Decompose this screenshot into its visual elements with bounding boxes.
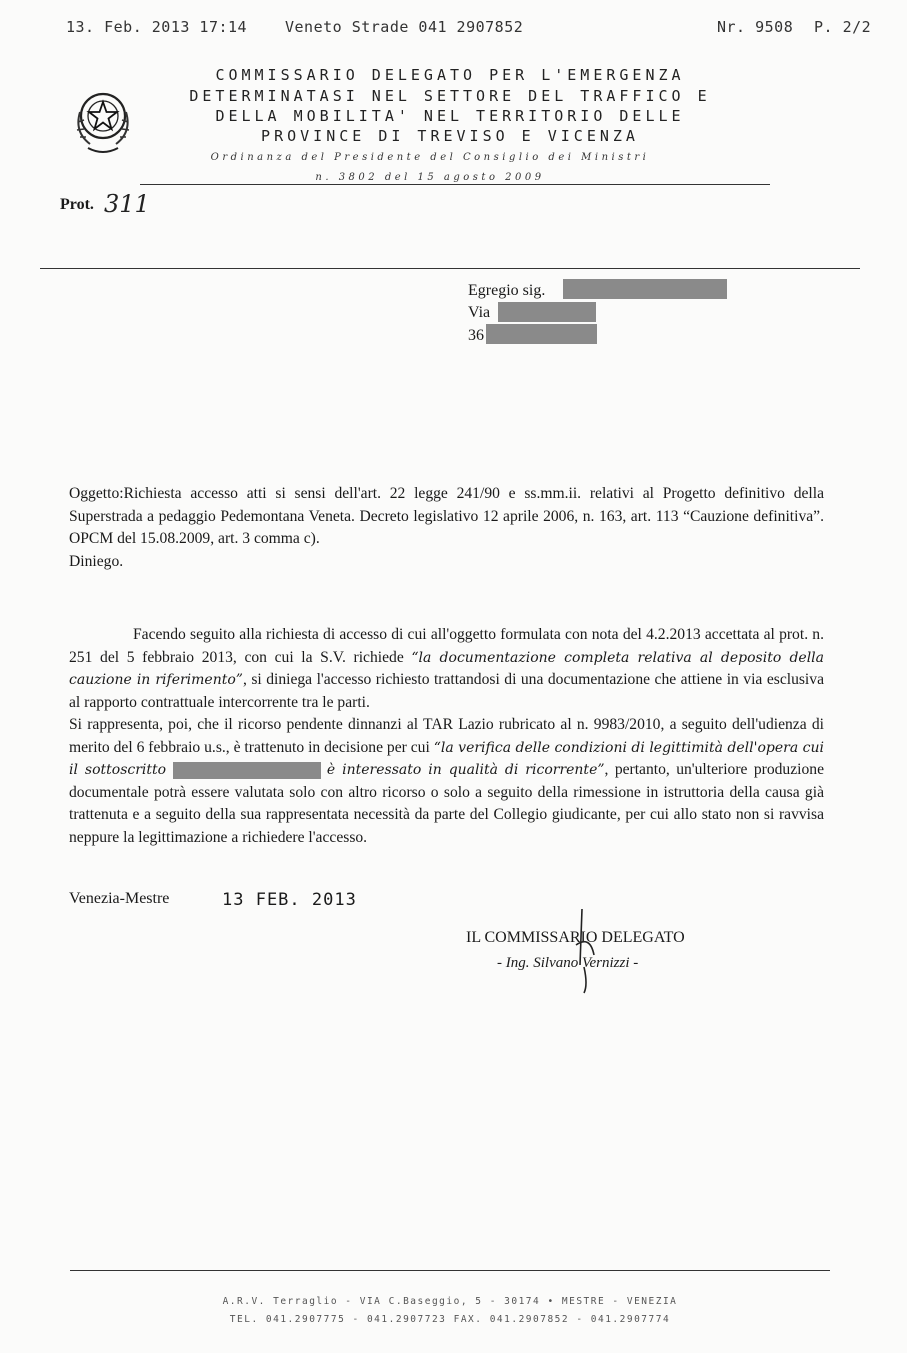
body-p2-text: Si rappresenta, poi, che il ricorso pendente dinnanzi al TAR Lazio rubricato al n. 9983/2010, a seguito dell'udienza di merito del 6 febbraio u.s., è trattenuto in decisione per cui: [69, 716, 824, 756]
fax-datetime: 13. Feb. 2013 17:14: [66, 18, 248, 36]
recipient-salutation: Egregio sig.: [468, 282, 546, 299]
protocol-number: 311: [104, 190, 150, 218]
republic-emblem-icon: [70, 82, 136, 158]
recipient-street-prefix: Via: [468, 304, 491, 321]
subject-outcome: Diniego.: [69, 552, 124, 570]
letterhead-ordinance-number: n. 3802 del 15 agosto 2009: [315, 172, 545, 183]
subject-label: Oggetto:: [69, 485, 124, 502]
subject-block: [69, 483, 824, 573]
redacted-city: [486, 324, 597, 344]
fax-sender: Veneto Strade 041 2907852: [285, 18, 524, 36]
protocol-label: Prot.: [60, 196, 94, 213]
body-p1-text: Facendo seguito alla richiesta di accesso di cui all'oggetto formulata con nota del 4.2.2013 accettata al prot. n. 251 del 5 febbraio 2013, con cui la S.V. richiede: [69, 626, 824, 666]
body-p2-quote-start: “la verifica delle condizioni di legittimità dell'opera cui il sottoscritto: [69, 739, 824, 778]
body-p2-text-end: , pertanto, un'ulteriore produzione documentale potrà essere valutata solo con altro ricorso o solo a seguito della rimessione in istruttoria della causa già trattenuta e a seguito della sua rappresentata necessità da parte del Collegio giudicante, per cui allo stato non si ravvisa neppure la legittimazione a richiedere l'accesso.: [69, 761, 824, 846]
footer-rule: [70, 1270, 830, 1271]
footer-address: A.R.V. Terraglio - VIA C.Baseggio, 5 - 30174 • MESTRE - VENEZIA: [222, 1296, 678, 1307]
body-p1-quote: “la documentazione completa relativa al deposito della cauzione in riferimento”: [69, 649, 825, 688]
body-p1-text-end: , si diniega l'accesso richiesto trattandosi di una documentazione che attiene in via esclusiva al rapporto contrattuale intercorrente tra le parti.: [69, 671, 824, 711]
body-p2-quote-end: è interessato in qualità di ricorrente”: [326, 762, 605, 778]
signatory-name: - Ing. Silvano Vernizzi -: [497, 955, 639, 971]
date-stamp: 13 FEB. 2013: [222, 890, 357, 910]
header-divider: [40, 268, 860, 269]
letterhead-line-3: DELLA MOBILITA' NEL TERRITORIO DELLE: [215, 107, 685, 125]
redacted-name: [563, 279, 727, 299]
place: Venezia-Mestre: [69, 890, 170, 907]
body-paragraph-1: [69, 624, 824, 714]
recipient-postcode-prefix: 36: [468, 327, 484, 344]
letterhead-ordinance: Ordinanza del Presidente del Consiglio dei Ministri: [210, 152, 650, 163]
fax-header: [66, 18, 877, 40]
signatory-title: IL COMMISSARIO DELEGATO: [466, 929, 685, 946]
footer-phones: TEL. 041.2907775 - 041.2907723 FAX. 041.2907852 - 041.2907774: [229, 1314, 671, 1325]
fax-page: P. 2/2: [814, 18, 872, 36]
letterhead-line-2: DETERMINATASI NEL SETTORE DEL TRAFFICO E: [189, 87, 711, 105]
subject-text: Richiesta accesso atti si sensi dell'art. 22 legge 241/90 e ss.mm.ii. relativi al Progetto definitivo della Superstrada a pedaggio Pedemontana Veneta. Decreto legislativo 12 aprile 2006, n. 163, art. 113 “Cauzione definitiva”. OPCM del 15.08.2009, art. 3 comma c).: [69, 485, 824, 547]
redacted-street: [498, 302, 596, 322]
letterhead-line-1: COMMISSARIO DELEGATO PER L'EMERGENZA: [215, 66, 685, 84]
handwritten-signature: [560, 905, 620, 995]
letterhead-line-4: PROVINCE DI TREVISO E VICENZA: [261, 127, 639, 145]
letterhead-rule: [140, 184, 770, 185]
fax-number: Nr. 9508: [717, 18, 794, 36]
redacted-person: [173, 762, 321, 779]
body-paragraph-2: [69, 714, 824, 849]
